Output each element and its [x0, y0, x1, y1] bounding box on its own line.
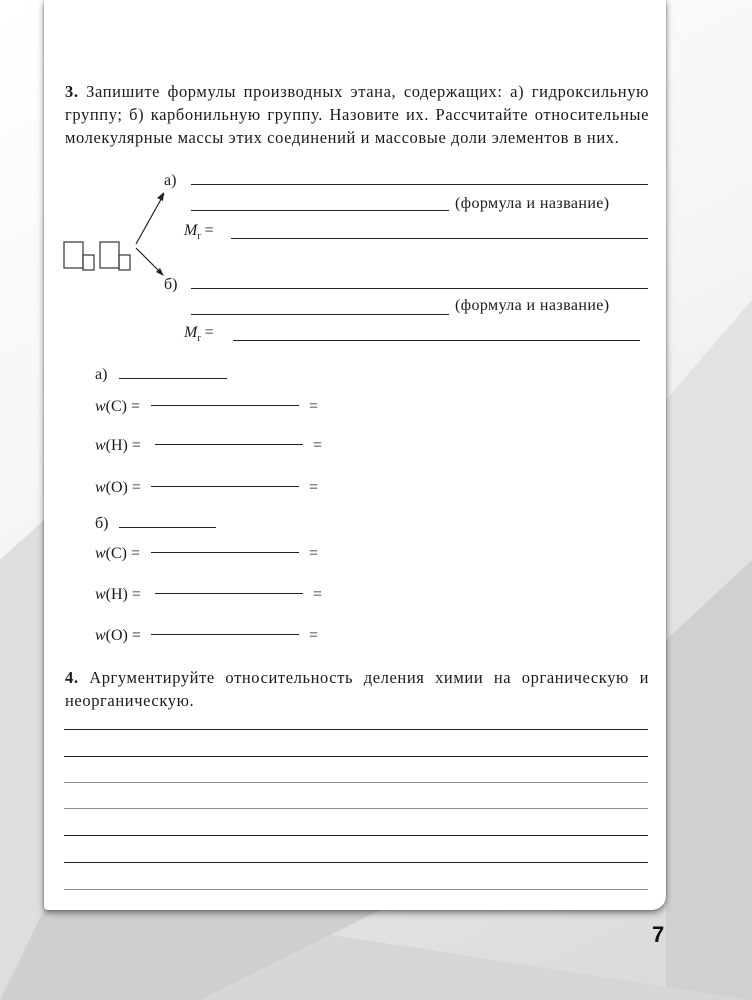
task4-paragraph	[65, 666, 649, 712]
w-h-a-label	[95, 437, 141, 455]
w-symbol: w	[95, 545, 106, 562]
answer-line[interactable]	[64, 756, 648, 757]
mr-equals: =	[204, 222, 214, 239]
answer-line[interactable]	[64, 729, 648, 730]
carbon-box-1	[64, 242, 83, 268]
branch-b-label: б)	[164, 276, 178, 293]
carbon-box-2	[100, 242, 119, 268]
w-element: (C) =	[105, 398, 141, 415]
answer-line[interactable]	[64, 862, 648, 863]
mr-subscript: r	[197, 231, 201, 243]
branch-b-mr-line[interactable]	[233, 340, 640, 341]
answer-line[interactable]	[64, 782, 648, 783]
page-number: 7	[652, 922, 665, 947]
branch-a-formula-line-1[interactable]	[191, 184, 648, 185]
w-symbol: w	[95, 479, 106, 496]
answer-line[interactable]	[64, 835, 648, 836]
w-o-b-label	[95, 627, 141, 645]
w-o-a-equals: =	[309, 479, 319, 496]
fractions-b-answer-line[interactable]	[119, 527, 216, 528]
w-o-b-fraction-line[interactable]	[151, 634, 299, 635]
w-symbol: w	[95, 586, 106, 603]
mr-symbol: M	[184, 324, 198, 341]
w-c-b-equals: =	[309, 545, 319, 562]
w-symbol: w	[95, 627, 106, 644]
w-h-a-equals: =	[313, 437, 323, 454]
w-element: (H) =	[105, 437, 141, 454]
fractions-a-answer-line[interactable]	[119, 378, 227, 379]
w-h-a-fraction-line[interactable]	[155, 444, 303, 445]
w-c-b-label	[95, 545, 140, 563]
answer-line[interactable]	[64, 808, 648, 809]
w-o-b-equals: =	[309, 627, 319, 644]
w-h-b-fraction-line[interactable]	[155, 593, 303, 594]
w-element: (C) =	[105, 545, 141, 562]
task3-text: Запишите формулы производных этана, содержащих: а) гидроксильную группу; б) карбонильную группу. Назовите их. Рассчитайте относительные молекулярные массы этих соединений и массовые доли элементов в них.	[65, 82, 649, 147]
w-h-b-label	[95, 586, 141, 604]
branch-b-formula-line-1[interactable]	[191, 288, 648, 289]
w-c-a-equals: =	[309, 398, 319, 415]
w-symbol: w	[95, 437, 106, 454]
fractions-b-label: б)	[95, 515, 109, 532]
w-c-b-fraction-line[interactable]	[151, 552, 299, 553]
branch-a-label: а)	[164, 172, 177, 189]
branch-a-mr-label	[184, 222, 214, 242]
w-h-b-equals: =	[313, 586, 323, 603]
arrow-up-head	[157, 192, 164, 201]
w-o-a-label	[95, 479, 141, 497]
hydrogen-box-1	[83, 255, 94, 270]
branch-b-formula-line-2[interactable]	[191, 314, 449, 315]
mr-subscript: r	[197, 333, 201, 345]
w-symbol: w	[95, 398, 106, 415]
task4-number: 4.	[65, 668, 79, 687]
mr-equals: =	[204, 324, 214, 341]
fractions-a-label: а)	[95, 366, 108, 383]
w-element: (H) =	[105, 586, 141, 603]
w-c-a-label	[95, 398, 140, 416]
arrow-up	[136, 194, 164, 244]
branch-b-mr-label	[184, 324, 214, 344]
w-o-a-fraction-line[interactable]	[151, 486, 299, 487]
branch-a-formula-note: (формула и название)	[455, 195, 610, 212]
w-element: (O) =	[105, 627, 141, 644]
ethane-scheme	[60, 168, 180, 318]
mr-symbol: M	[184, 222, 198, 239]
task4-text: Аргументируйте относительность деления химии на органическую и неорганическую.	[65, 668, 649, 710]
hydrogen-box-2	[119, 255, 130, 270]
branch-b-formula-note: (формула и название)	[455, 297, 610, 314]
answer-line[interactable]	[64, 889, 648, 890]
branch-a-mr-line[interactable]	[231, 238, 648, 239]
branch-a-formula-line-2[interactable]	[191, 210, 449, 211]
task3-paragraph	[65, 80, 649, 149]
task3-number: 3.	[65, 82, 79, 101]
w-c-a-fraction-line[interactable]	[151, 405, 299, 406]
w-element: (O) =	[105, 479, 141, 496]
